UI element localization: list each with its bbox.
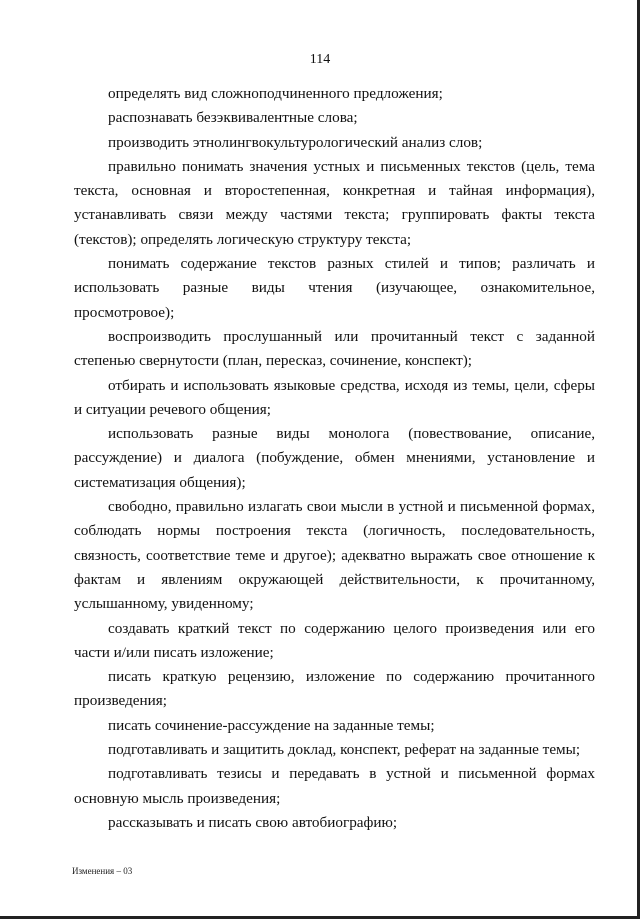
paragraph: подготавливать и защитить доклад, конспект, реферат на заданные темы; (108, 741, 581, 759)
page-number: 114 (309, 52, 331, 67)
paragraph: воспроизводить прослушанный или прочитанный текст с заданной степенью свернутости (план, пересказ, сочинение, конспект); (74, 327, 595, 370)
paragraph: писать краткую рецензию, изложение по содержанию прочитанного произведения; (74, 668, 595, 710)
paragraph: рассказывать и писать свою автобиографию; (108, 813, 398, 831)
paragraph: распознавать безэквивалентные слова; (108, 109, 358, 127)
paragraph: использовать разные виды монолога (повествование, описание, рассуждение) и диалога (побуждение, обмен мнениями, установление и систематизация общения); (74, 425, 595, 491)
paragraph: определять вид сложноподчиненного предложения; (108, 85, 443, 102)
paragraph: понимать содержание текстов разных стилей и типов; различать и использовать разные виды чтения (изучающее, ознакомительное, просмотровое); (74, 255, 595, 321)
footer-revision: Изменения – 03 (72, 866, 133, 876)
paragraph: писать сочинение-рассуждение на заданные темы; (108, 716, 435, 734)
paragraph: создавать краткий текст по содержанию целого произведения или его части и/или писать изложение; (74, 619, 595, 661)
paragraph: свободно, правильно излагать свои мысли в устной и письменной формах, соблюдать нормы построения текста (логичность, последовательность, связность, соответствие теме и другое); адекватно выражать свое отношение к фактам и явлениям окружающей действительности, к прочитанному, услышанному, увиденному; (74, 498, 595, 613)
paragraph: производить этнолингвокультурологический анализ слов; (108, 133, 483, 151)
paragraph: подготавливать тезисы и передавать в устной и письменной формах основную мысль произведения; (74, 765, 595, 807)
document-body (74, 82, 595, 835)
paragraph: правильно понимать значения устных и письменных текстов (цель, тема текста, основная и второстепенная, конкретная и тайная информация), устанавливать связи между частями текста; группировать факты текста (текстов); определять логическую структуру текста; (74, 157, 595, 248)
paragraph: отбирать и использовать языковые средства, исходя из темы, цели, сферы и ситуации речевого общения; (74, 376, 595, 418)
